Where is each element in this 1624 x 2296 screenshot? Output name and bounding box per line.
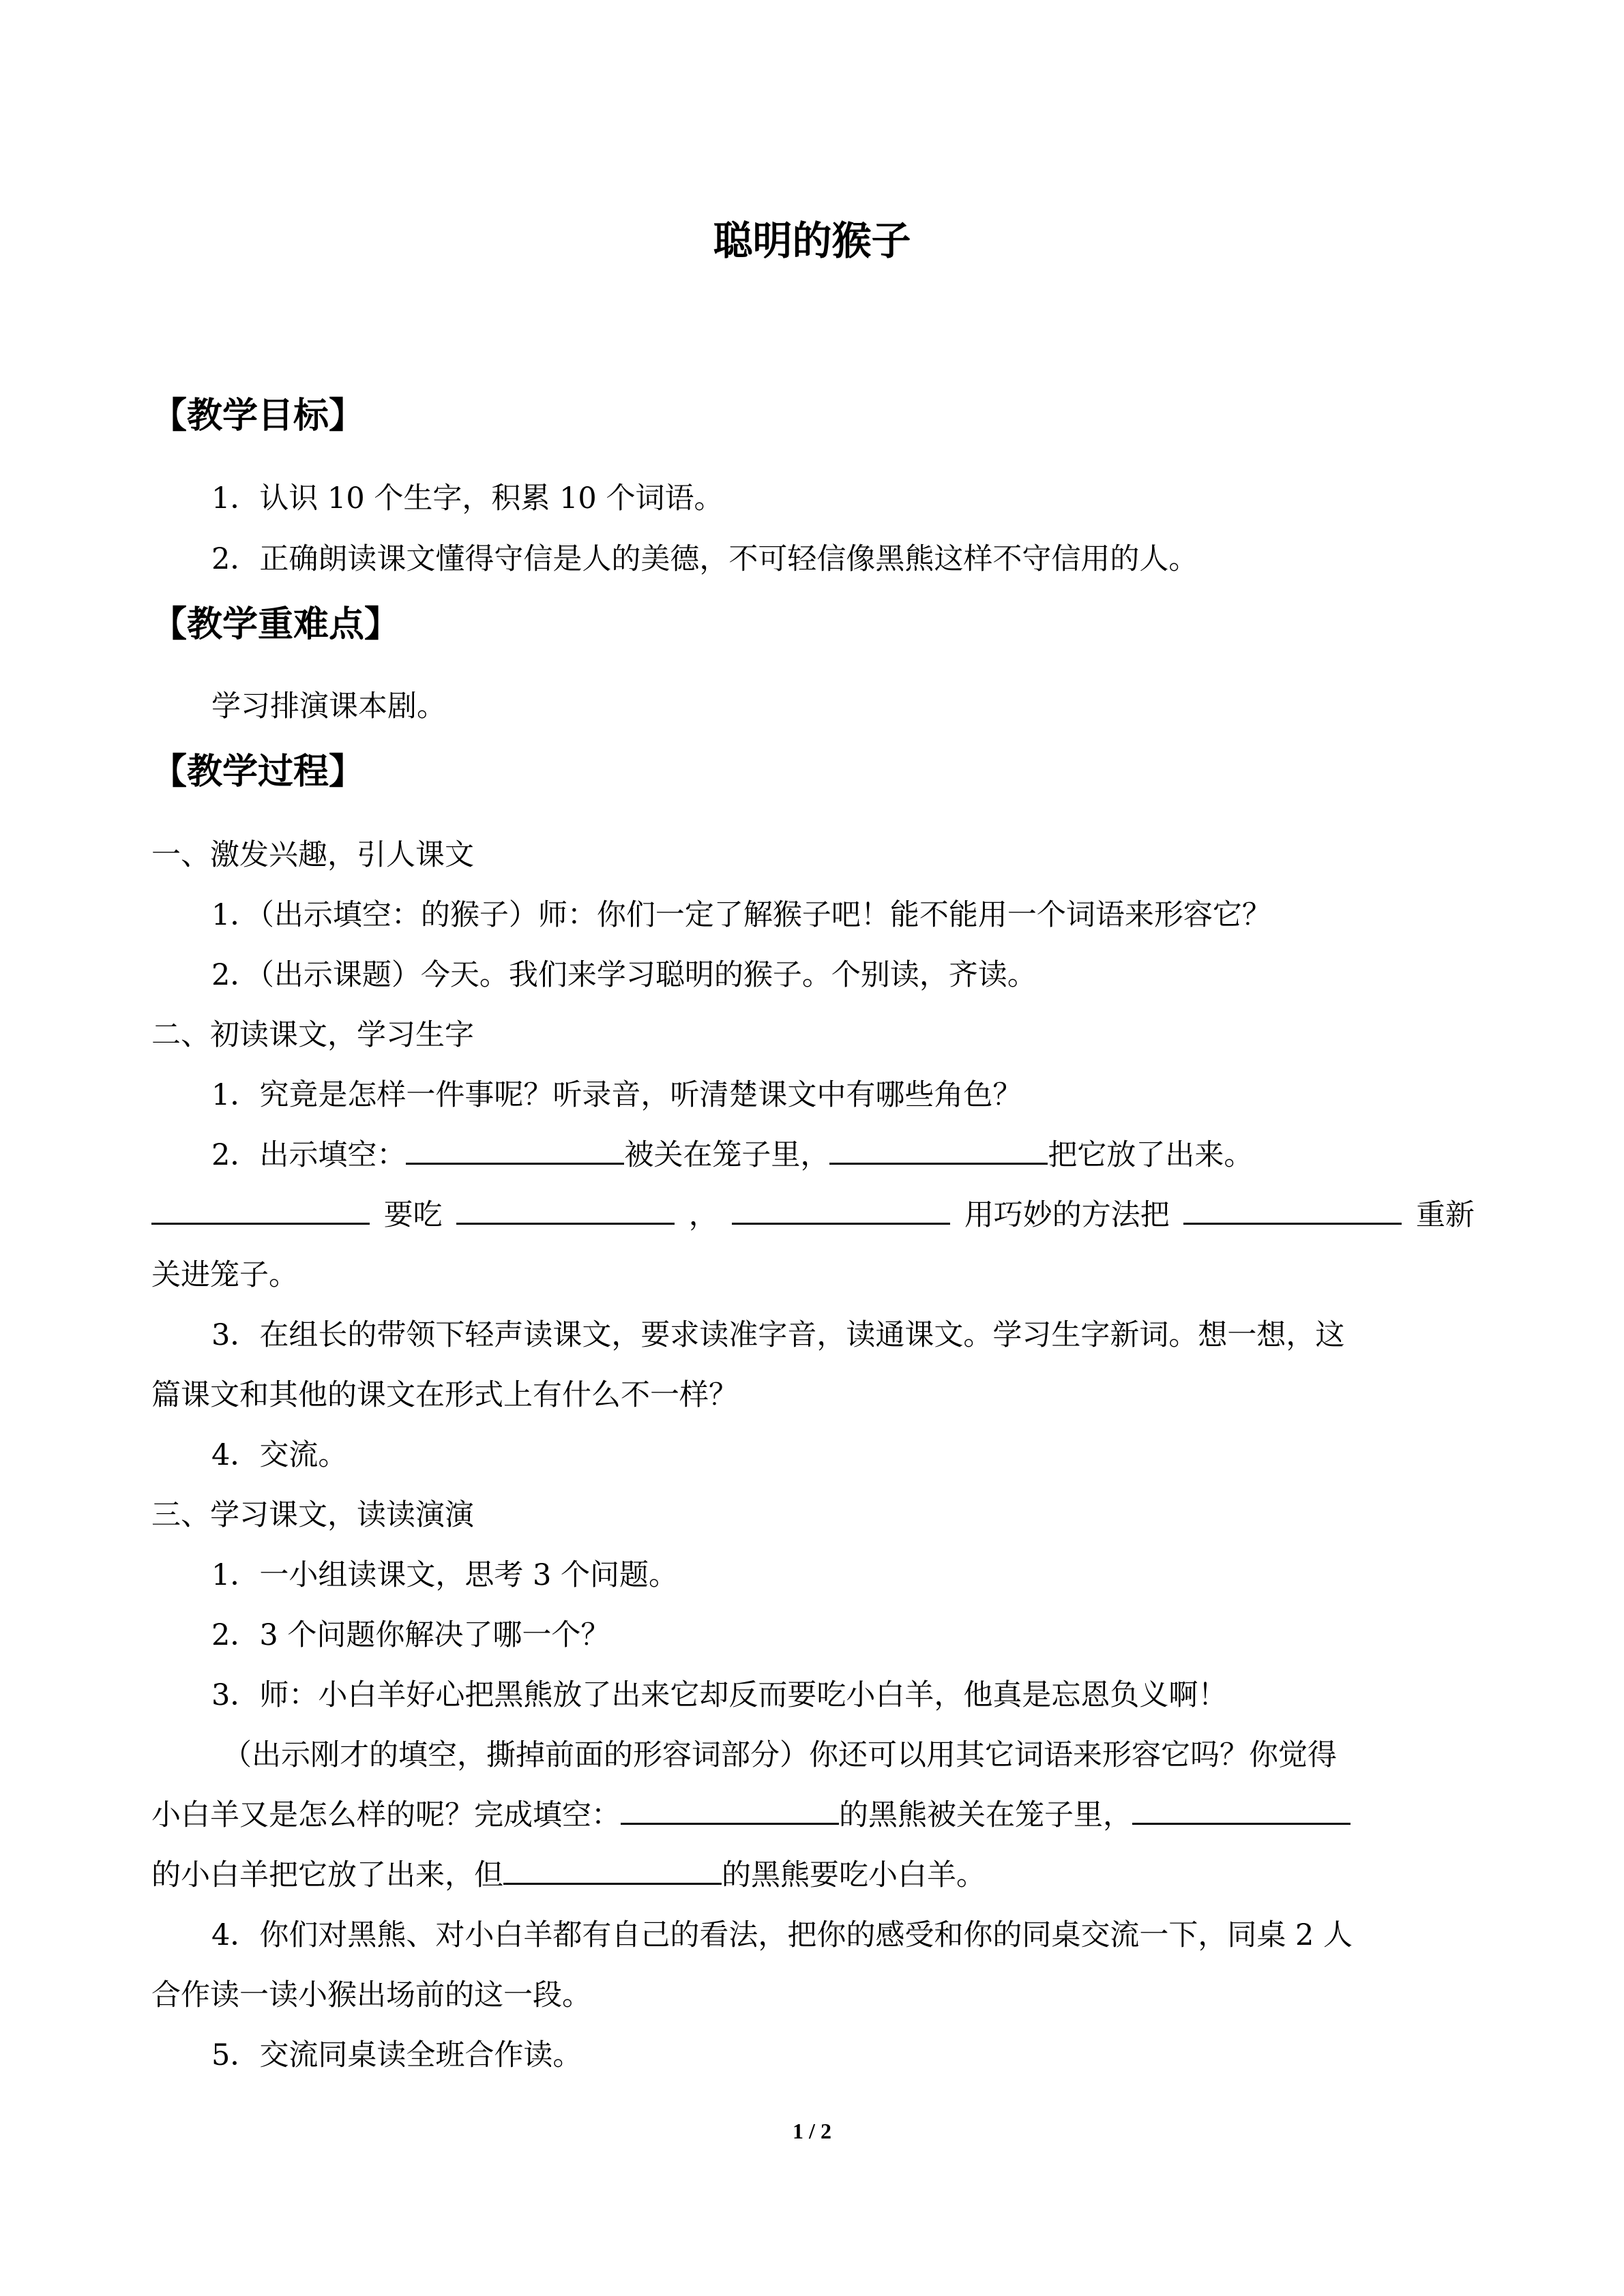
part3-item-4-line1: 4．你们对黑熊、对小白羊都有自己的看法，把你的感受和你的同桌交流一下，同桌 2 人 bbox=[211, 1918, 1353, 1952]
fill-text: ， bbox=[688, 1198, 718, 1232]
process-heading: 【教学过程】 bbox=[151, 751, 365, 792]
goal-item-1: 1．认识 10 个生字，积累 10 个词语。 bbox=[211, 481, 724, 516]
fill-text: 的小白羊把它放了出来，但 bbox=[151, 1858, 503, 1892]
fill-blank bbox=[151, 1198, 370, 1225]
fill-blank bbox=[829, 1138, 1048, 1165]
fill-text: 2．出示填空： bbox=[211, 1138, 407, 1172]
part2-heading: 二、初读课文，学习生字 bbox=[151, 1018, 474, 1052]
goals-heading: 【教学目标】 bbox=[151, 396, 365, 436]
fill-text: 重新 bbox=[1415, 1198, 1475, 1232]
fill-text: 要吃 bbox=[383, 1198, 443, 1232]
fill-text: 的黑熊被关在笼子里， bbox=[839, 1798, 1132, 1832]
goal-item-2: 2．正确朗读课文懂得守信是人的美德，不可轻信像黑熊这样不守信用的人。 bbox=[211, 542, 1198, 576]
fill-blank bbox=[503, 1858, 722, 1885]
part1-item-2: 2．（出示课题）今天。我们来学习聪明的猴子。个别读，齐读。 bbox=[211, 958, 1037, 992]
part2-item-3-line1: 3．在组长的带领下轻声读课文，要求读准字音，读通课文。学习生字新词。想一想，这 bbox=[211, 1318, 1345, 1352]
fill-blank bbox=[621, 1798, 839, 1825]
part3-item-2: 2．3 个问题你解决了哪一个？ bbox=[211, 1618, 610, 1652]
fill-blank bbox=[406, 1138, 624, 1165]
part2-item-3-line2: 篇课文和其他的课文在形式上有什么不一样？ bbox=[151, 1378, 738, 1412]
part3-item-3-line1: 3．师：小白羊好心把黑熊放了出来它却反而要吃小白羊，他真是忘恩负义啊！ bbox=[211, 1678, 1228, 1712]
fill-blank bbox=[456, 1198, 675, 1225]
part3-item-1: 1．一小组读课文，思考 3 个问题。 bbox=[211, 1558, 679, 1592]
fill-text: 用巧妙的方法把 bbox=[964, 1198, 1170, 1232]
fill-blank bbox=[1183, 1198, 1402, 1225]
part2-item-1: 1．究竟是怎样一件事呢？听录音，听清楚课文中有哪些角色？ bbox=[211, 1078, 1022, 1112]
part3-item-3-line3 bbox=[151, 1796, 1350, 1834]
fill-text: 被关在笼子里， bbox=[624, 1138, 830, 1172]
fill-text: 小白羊又是怎么样的呢？完成填空： bbox=[151, 1798, 621, 1832]
fill-text: 的黑熊要吃小白羊。 bbox=[722, 1858, 986, 1892]
keypoints-text: 学习排演课本剧。 bbox=[211, 689, 446, 724]
keypoints-heading: 【教学重难点】 bbox=[151, 604, 400, 645]
part3-item-4-line2: 合作读一读小猴出场前的这一段。 bbox=[151, 1978, 591, 2012]
part1-item-1: 1．（出示填空：的猴子）师：你们一定了解猴子吧！能不能用一个词语来形容它？ bbox=[211, 898, 1271, 932]
fill-blank bbox=[732, 1198, 950, 1225]
part3-item-3-line2: （出示刚才的填空，撕掉前面的形容词部分）你还可以用其它词语来形容它吗？你觉得 bbox=[222, 1738, 1337, 1772]
part2-item-2-line2 bbox=[151, 1196, 1475, 1234]
part2-item-2-line3: 关进笼子。 bbox=[151, 1258, 298, 1292]
part3-item-5: 5．交流同桌读全班合作读。 bbox=[211, 2038, 582, 2072]
part2-item-2-line1 bbox=[211, 1136, 1253, 1174]
fill-blank bbox=[1132, 1798, 1350, 1825]
part2-item-4: 4．交流。 bbox=[211, 1438, 348, 1472]
fill-text: 把它放了出来。 bbox=[1048, 1138, 1254, 1172]
page-title: 聪明的猴子 bbox=[713, 218, 911, 264]
part3-heading: 三、学习课文，读读演演 bbox=[151, 1498, 474, 1532]
part1-heading: 一、激发兴趣，引人课文 bbox=[151, 838, 474, 872]
page-number: 1 / 2 bbox=[793, 2119, 831, 2143]
part3-item-3-line4 bbox=[151, 1856, 986, 1894]
